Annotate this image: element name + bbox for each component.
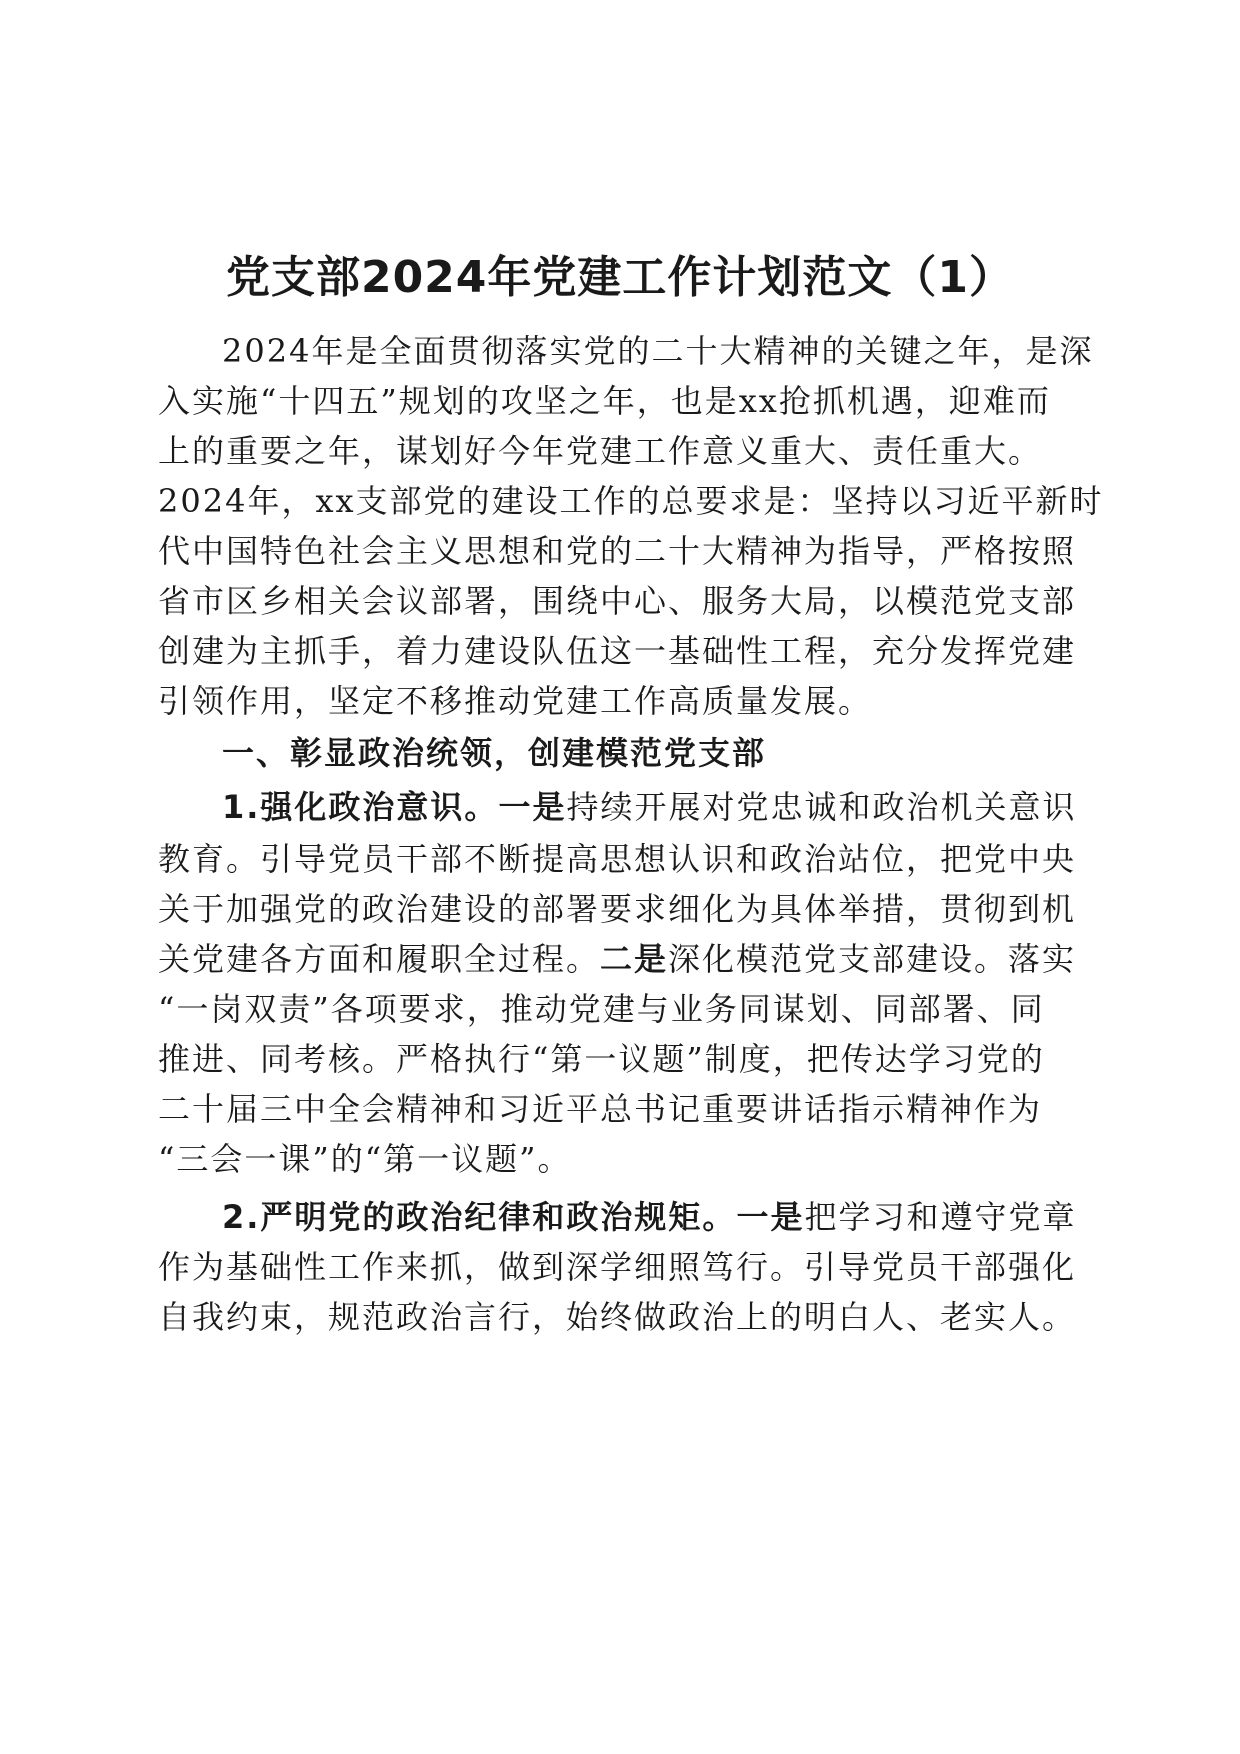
item-1-line-6: 推进、同考核。严格执行“第一议题”制度，把传达学习党的 xyxy=(158,1040,1045,1078)
item-2-line-1-text: 把学习和遵守党章 xyxy=(804,1198,1077,1236)
item-1-line-1 xyxy=(222,782,1088,832)
intro-line-1: 2024年是全面贯彻落实党的二十大精神的关键之年，是深 xyxy=(222,332,1094,370)
item-2-marker-first: 一是 xyxy=(736,1198,805,1236)
item-1-marker-second: 二是 xyxy=(600,940,669,978)
item-1-line-5: “一岗双责”各项要求，推动党建与业务同谋划、同部署、同 xyxy=(158,990,1045,1028)
item-1-line-7: 二十届三中全会精神和习近平总书记重要讲话指示精神作为 xyxy=(158,1090,1043,1128)
item-1-line-4-text-a: 关党建各方面和履职全过程。 xyxy=(158,940,601,978)
intro-line-5: 代中国特色社会主义思想和党的二十大精神为指导，严格按照 xyxy=(158,532,1077,570)
item-1-title: 1.强化政治意识。 xyxy=(222,788,499,826)
item-1-line-1-text: 持续开展对党忠诚和政治机关意识 xyxy=(566,788,1077,826)
item-1-line-8: “三会一课”的“第一议题”。 xyxy=(158,1140,572,1178)
item-2-line-3: 自我约束，规范政治言行，始终做政治上的明白人、老实人。 xyxy=(158,1298,1077,1336)
document-title: 党支部2024年党建工作计划范文（1） xyxy=(225,252,1015,303)
section-1-heading: 一、彰显政治统领，创建模范党支部 xyxy=(222,734,767,772)
item-1-marker-first: 一是 xyxy=(498,788,567,826)
item-1-line-4 xyxy=(158,934,1088,984)
item-1-line-4-text-b: 深化模范党支部建设。落实 xyxy=(668,940,1077,978)
intro-line-7: 创建为主抓手，着力建设队伍这一基础性工程，充分发挥党建 xyxy=(158,632,1077,670)
item-2-title: 2.严明党的政治纪律和政治规矩。 xyxy=(222,1198,737,1236)
intro-line-6: 省市区乡相关会议部署，围绕中心、服务大局，以模范党支部 xyxy=(158,582,1077,620)
item-1-line-3: 关于加强党的政治建设的部署要求细化为具体举措，贯彻到机 xyxy=(158,890,1077,928)
item-2-line-1 xyxy=(222,1192,1088,1242)
item-1-line-2: 教育。引导党员干部不断提高思想认识和政治站位，把党中央 xyxy=(158,840,1077,878)
intro-line-3: 上的重要之年，谋划好今年党建工作意义重大、责任重大。 xyxy=(158,432,1043,470)
intro-line-4: 2024年，xx支部党的建设工作的总要求是：坚持以习近平新时 xyxy=(158,482,1104,520)
intro-line-2: 入实施“十四五”规划的攻坚之年，也是xx抢抓机遇，迎难而 xyxy=(158,382,1051,420)
item-2-line-2: 作为基础性工作来抓，做到深学细照笃行。引导党员干部强化 xyxy=(158,1248,1077,1286)
intro-line-8: 引领作用，坚定不移推动党建工作高质量发展。 xyxy=(158,682,873,720)
